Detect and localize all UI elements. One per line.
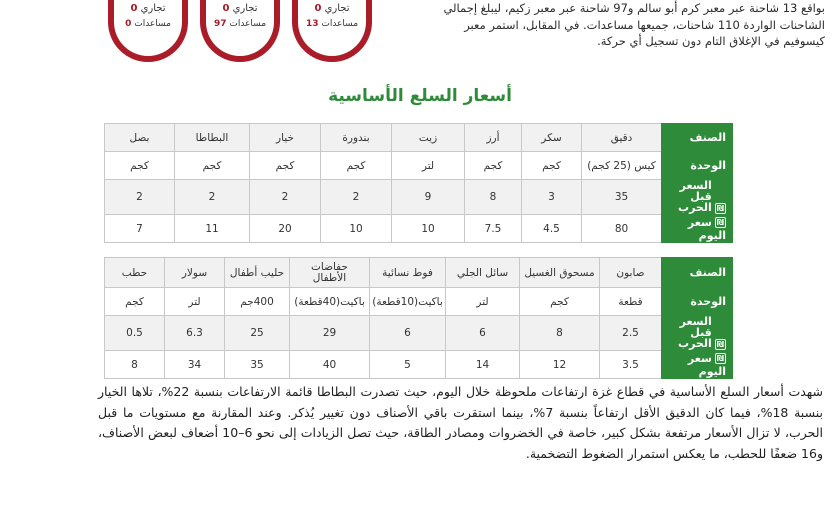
cell-before: 25 bbox=[225, 316, 290, 351]
row-label-unit: الوحدة bbox=[662, 288, 733, 316]
section-title: أسعار السلع الأساسية bbox=[328, 86, 512, 106]
cell-unit: كجم bbox=[520, 288, 600, 316]
cell-before: 6 bbox=[446, 316, 520, 351]
stat-aid: مساعدات 13 bbox=[305, 19, 359, 29]
cell-today: 10 bbox=[392, 215, 465, 243]
cell-unit: كجم bbox=[250, 152, 321, 180]
cell-unit: 400جم bbox=[225, 288, 290, 316]
cell-today: 40 bbox=[290, 351, 370, 379]
cell-item: سائل الجلي bbox=[446, 258, 520, 288]
cell-before: 35 bbox=[582, 180, 662, 215]
cell-today: 34 bbox=[165, 351, 225, 379]
cell-before: 2 bbox=[175, 180, 250, 215]
cell-today: 10 bbox=[321, 215, 392, 243]
cell-item: حطب bbox=[105, 258, 165, 288]
row-label-before: ₪السعر قبل الحرب bbox=[662, 180, 733, 215]
cell-unit: كجم bbox=[105, 288, 165, 316]
cell-before: 8 bbox=[465, 180, 522, 215]
cell-unit: لتر bbox=[165, 288, 225, 316]
cell-today: 8 bbox=[105, 351, 165, 379]
cell-before: 2.5 bbox=[600, 316, 662, 351]
shekel-icon: ₪ bbox=[716, 339, 724, 349]
cell-before: 6 bbox=[370, 316, 446, 351]
row-label-item: الصنف bbox=[662, 124, 733, 152]
cell-before: 29 bbox=[290, 316, 370, 351]
cell-before: 9 bbox=[392, 180, 465, 215]
cell-unit: باكيت(10قطعة) bbox=[370, 288, 446, 316]
shekel-icon: ₪ bbox=[716, 218, 724, 227]
stat-circle bbox=[108, 0, 188, 62]
cell-unit: باكيت(40قطعة) bbox=[290, 288, 370, 316]
price-table-household bbox=[104, 257, 733, 379]
cell-item: حليب أطفال bbox=[225, 258, 290, 288]
cell-item: حفاضات الأطفال bbox=[290, 258, 370, 288]
cell-unit: لتر bbox=[392, 152, 465, 180]
cell-item: خيار bbox=[250, 124, 321, 152]
cell-today: 7.5 bbox=[465, 215, 522, 243]
cell-item: دقيق bbox=[582, 124, 662, 152]
table-row-today bbox=[105, 351, 733, 379]
cell-today: 14 bbox=[446, 351, 520, 379]
cell-today: 11 bbox=[175, 215, 250, 243]
table-row-before bbox=[105, 180, 733, 215]
cell-item: بصل bbox=[105, 124, 175, 152]
row-label-unit: الوحدة bbox=[662, 152, 733, 180]
stat-circle bbox=[200, 0, 280, 62]
table-row-item bbox=[105, 258, 733, 288]
cell-today: 7 bbox=[105, 215, 175, 243]
cell-unit: كجم bbox=[175, 152, 250, 180]
cell-before: 6.3 bbox=[165, 316, 225, 351]
stat-aid: مساعدات 97 bbox=[213, 19, 267, 29]
row-label-item: الصنف bbox=[662, 258, 733, 288]
cell-before: 0.5 bbox=[105, 316, 165, 351]
shekel-icon: ₪ bbox=[716, 354, 724, 363]
table-row-unit bbox=[105, 288, 733, 316]
cell-today: 12 bbox=[520, 351, 600, 379]
cell-item: مسحوق الغسيل bbox=[520, 258, 600, 288]
cell-today: 80 bbox=[582, 215, 662, 243]
row-label-today: ₪سعر اليوم bbox=[662, 351, 733, 379]
row-label-before: ₪السعر قبل الحرب bbox=[662, 316, 733, 351]
cell-before: 3 bbox=[522, 180, 582, 215]
cell-today: 20 bbox=[250, 215, 321, 243]
cell-before: 2 bbox=[105, 180, 175, 215]
cell-item: صابون bbox=[600, 258, 662, 288]
stat-commercial: تجاري 0 bbox=[314, 3, 350, 14]
crossing-stats bbox=[0, 0, 420, 70]
cell-unit: لتر bbox=[446, 288, 520, 316]
cell-unit: كجم bbox=[321, 152, 392, 180]
cell-unit: كجم bbox=[522, 152, 582, 180]
cell-today: 5 bbox=[370, 351, 446, 379]
table-row-before bbox=[105, 316, 733, 351]
cell-before: 8 bbox=[520, 316, 600, 351]
cell-today: 3.5 bbox=[600, 351, 662, 379]
cell-unit: كيس (25 كجم) bbox=[582, 152, 662, 180]
cell-before: 2 bbox=[250, 180, 321, 215]
stat-commercial: تجاري 0 bbox=[130, 3, 166, 14]
stat-aid: مساعدات 0 bbox=[125, 19, 171, 29]
shekel-icon: ₪ bbox=[716, 203, 724, 213]
cell-today: 4.5 bbox=[522, 215, 582, 243]
cell-item: البطاطا bbox=[175, 124, 250, 152]
cell-today: 35 bbox=[225, 351, 290, 379]
cell-item: سكر bbox=[522, 124, 582, 152]
row-label-today: ₪سعر اليوم bbox=[662, 215, 733, 243]
cell-before: 2 bbox=[321, 180, 392, 215]
cell-item: زيت bbox=[392, 124, 465, 152]
stat-commercial: تجاري 0 bbox=[222, 3, 258, 14]
cell-unit: قطعة bbox=[600, 288, 662, 316]
cell-unit: كجم bbox=[105, 152, 175, 180]
cell-item: بندورة bbox=[321, 124, 392, 152]
intro-paragraph: بواقع 13 شاحنة عبر معبر كرم أبو سالم و97 شاحنة عبر معبر زكيم، ليبلغ إجمالي الشاحنات الواردة 110 شاحنات، جميعها مساعدات. في المقابل، استمر معبر كيسوفيم في الإغلاق التام دون تسجيل أي حركة. bbox=[443, 1, 825, 48]
table-row-unit bbox=[105, 152, 733, 180]
cell-item: فوط نسائية bbox=[370, 258, 446, 288]
table-row-item bbox=[105, 124, 733, 152]
cell-item: أرز bbox=[465, 124, 522, 152]
summary-paragraph: شهدت أسعار السلع الأساسية في قطاع غزة ارتفاعات ملحوظة خلال اليوم، حيث تصدرت البطاطا قائمة الارتفاعات بنسبة 22%، تلاها الخيار بنسبة 18%، فيما كان الدقيق الأقل ارتفاعاً بنسبة 7%، بينما استقرت باقي الأصناف دون تغيير يُذكر. وعند المقارنة مع مستويات ما قبل الحرب، لا تزال الأسعار مرتفعة بشكل كبير، خاصة في الخضروات ومصادر الطاقة، حيث تصل الزيادات إلى نحو 6–10 أضعاف لبعض الأصناف، و16 ضعفًا للحطب، ما يعكس استمرار الضغوط التضخمية. bbox=[98, 384, 824, 461]
cell-item: سولار bbox=[165, 258, 225, 288]
price-table-food bbox=[104, 123, 733, 243]
cell-unit: كجم bbox=[465, 152, 522, 180]
stat-circle bbox=[292, 0, 372, 62]
table-row-today bbox=[105, 215, 733, 243]
